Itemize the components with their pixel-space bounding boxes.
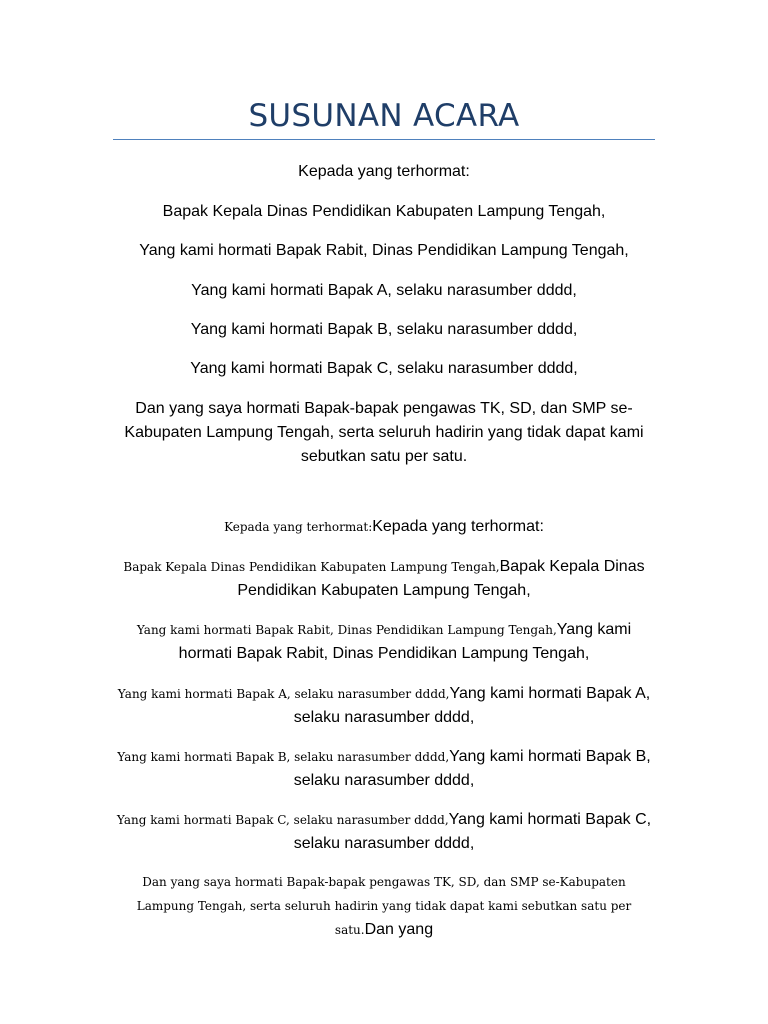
salutation-hadirin: Dan yang saya hormati Bapak-bapak pengawas TK, SD, dan SMP se-Kabupaten Lampung Tengah, serta seluruh hadirin yang tidak dapat kami sebutkan satu per satu.: [124, 400, 644, 465]
small-serif-text: Yang kami hormati Bapak Rabit, Dinas Pendidikan Lampung Tengah,: [136, 623, 557, 637]
mixed-salutation-bapak-c: [108, 808, 660, 856]
salutation-bapak-c: Yang kami hormati Bapak C, selaku narasumber dddd,: [190, 360, 578, 377]
salutation-kepala-dinas: Bapak Kepala Dinas Pendidikan Kabupaten Lampung Tengah,: [162, 203, 606, 220]
small-serif-text: Kepada yang terhormat:: [224, 520, 373, 534]
mixed-salutation-kepala-dinas: [118, 555, 650, 603]
mixed-salutation-bapak-b: [108, 745, 660, 793]
large-sans-text: Dan yang: [364, 921, 434, 938]
salutation-bapak-rabit: Yang kami hormati Bapak Rabit, Dinas Pendidikan Lampung Tengah,: [139, 242, 629, 259]
greeting-paragraph: Kepada yang terhormat:: [298, 163, 470, 180]
salutation-bapak-a: Yang kami hormati Bapak A, selaku narasumber dddd,: [191, 282, 577, 299]
large-sans-text: Yang kami hormati Bapak B, selaku narasumber dddd,: [293, 748, 651, 789]
mixed-salutation-bapak-rabit: [128, 618, 640, 666]
small-serif-text: Bapak Kepala Dinas Pendidikan Kabupaten Lampung Tengah,: [123, 560, 500, 574]
page-title: SUSUNAN ACARA: [248, 98, 520, 134]
mixed-greeting-paragraph: [108, 515, 660, 539]
small-serif-text: Yang kami hormati Bapak C, selaku narasumber dddd,: [116, 813, 449, 827]
large-sans-text: Yang kami hormati Bapak A, selaku narasumber dddd,: [293, 685, 651, 726]
large-sans-text: Bapak Kepala Dinas Pendidikan Kabupaten Lampung Tengah,: [237, 558, 645, 599]
large-sans-text: Kepada yang terhormat:: [372, 518, 544, 535]
small-serif-text: Yang kami hormati Bapak B, selaku narasumber dddd,: [117, 750, 450, 764]
large-sans-text: Yang kami hormati Bapak Rabit, Dinas Pendidikan Lampung Tengah,: [178, 621, 632, 662]
small-serif-text: Dan yang saya hormati Bapak-bapak pengawas TK, SD, dan SMP se-Kabupaten Lampung Tengah, serta seluruh hadirin yang tidak dapat kami sebutkan satu per satu.: [136, 875, 632, 937]
large-sans-text: Yang kami hormati Bapak C, selaku narasumber dddd,: [293, 811, 652, 852]
salutation-bapak-b: Yang kami hormati Bapak B, selaku narasumber dddd,: [190, 321, 578, 338]
mixed-salutation-hadirin: [113, 870, 655, 942]
title-underline: [113, 139, 655, 140]
small-serif-text: Yang kami hormati Bapak A, selaku narasumber dddd,: [117, 687, 450, 701]
mixed-salutation-bapak-a: [108, 682, 660, 730]
